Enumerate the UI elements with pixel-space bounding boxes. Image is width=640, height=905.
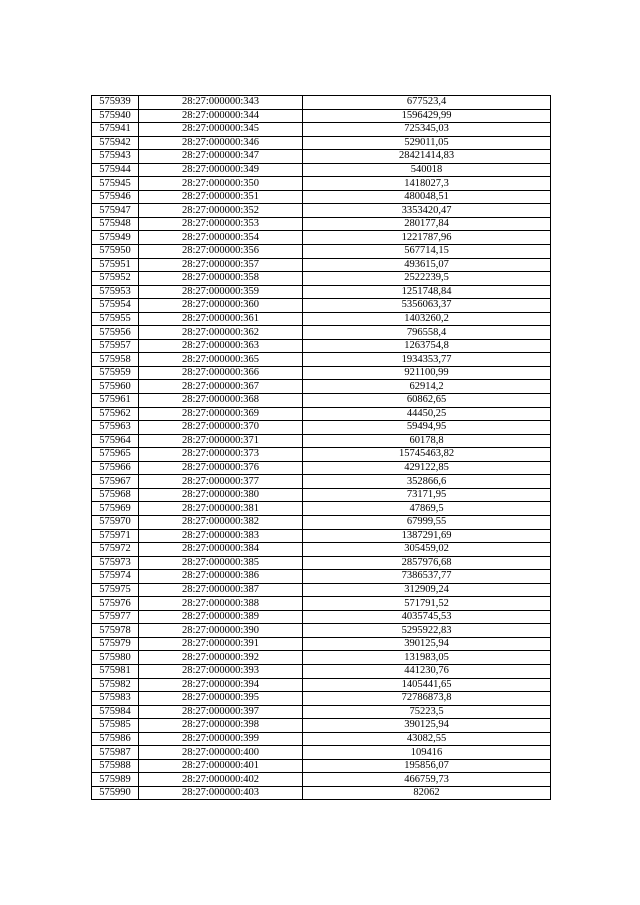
row-number-cell: 575946 — [92, 190, 139, 204]
value-cell: 1221787,96 — [303, 231, 551, 245]
value-cell: 1251748,84 — [303, 285, 551, 299]
row-number-cell: 575964 — [92, 434, 139, 448]
cadastral-number-cell: 28:27:000000:401 — [139, 759, 303, 773]
value-cell: 28421414,83 — [303, 150, 551, 164]
value-cell: 59494,95 — [303, 421, 551, 435]
table-row — [92, 299, 551, 313]
value-cell: 280177,84 — [303, 217, 551, 231]
table-row — [92, 96, 551, 110]
value-cell: 5356063,37 — [303, 299, 551, 313]
row-number-cell: 575972 — [92, 543, 139, 557]
row-number-cell: 575939 — [92, 96, 139, 110]
value-cell: 796558,4 — [303, 326, 551, 340]
cadastral-number-cell: 28:27:000000:357 — [139, 258, 303, 272]
row-number-cell: 575951 — [92, 258, 139, 272]
row-number-cell: 575941 — [92, 123, 139, 137]
row-number-cell: 575943 — [92, 150, 139, 164]
cadastral-number-cell: 28:27:000000:353 — [139, 217, 303, 231]
row-number-cell: 575957 — [92, 339, 139, 353]
table-row — [92, 624, 551, 638]
table-row — [92, 583, 551, 597]
value-cell: 43082,55 — [303, 732, 551, 746]
table-row — [92, 651, 551, 665]
table-row — [92, 475, 551, 489]
cadastral-number-cell: 28:27:000000:386 — [139, 570, 303, 584]
cadastral-number-cell: 28:27:000000:352 — [139, 204, 303, 218]
cadastral-number-cell: 28:27:000000:393 — [139, 664, 303, 678]
cadastral-number-cell: 28:27:000000:395 — [139, 692, 303, 706]
row-number-cell: 575986 — [92, 732, 139, 746]
cadastral-number-cell: 28:27:000000:371 — [139, 434, 303, 448]
cadastral-number-cell: 28:27:000000:392 — [139, 651, 303, 665]
row-number-cell: 575975 — [92, 583, 139, 597]
value-cell: 82062 — [303, 786, 551, 800]
row-number-cell: 575958 — [92, 353, 139, 367]
row-number-cell: 575980 — [92, 651, 139, 665]
table-row — [92, 773, 551, 787]
table-row — [92, 597, 551, 611]
value-cell: 72786873,8 — [303, 692, 551, 706]
cadastral-number-cell: 28:27:000000:399 — [139, 732, 303, 746]
table-row — [92, 109, 551, 123]
cadastral-number-cell: 28:27:000000:354 — [139, 231, 303, 245]
value-cell: 390125,94 — [303, 637, 551, 651]
cadastral-number-cell: 28:27:000000:394 — [139, 678, 303, 692]
cadastral-number-cell: 28:27:000000:380 — [139, 488, 303, 502]
table-row — [92, 217, 551, 231]
row-number-cell: 575981 — [92, 664, 139, 678]
cadastral-number-cell: 28:27:000000:343 — [139, 96, 303, 110]
cadastral-number-cell: 28:27:000000:368 — [139, 394, 303, 408]
cadastral-number-cell: 28:27:000000:370 — [139, 421, 303, 435]
value-cell: 7386537,77 — [303, 570, 551, 584]
value-cell: 67999,55 — [303, 515, 551, 529]
value-cell: 493615,07 — [303, 258, 551, 272]
cadastral-number-cell: 28:27:000000:345 — [139, 123, 303, 137]
table-row — [92, 326, 551, 340]
cadastral-number-cell: 28:27:000000:365 — [139, 353, 303, 367]
table-row — [92, 163, 551, 177]
table-row — [92, 353, 551, 367]
cadastral-number-cell: 28:27:000000:356 — [139, 245, 303, 259]
table-row — [92, 258, 551, 272]
row-number-cell: 575947 — [92, 204, 139, 218]
value-cell: 429122,85 — [303, 461, 551, 475]
value-cell: 466759,73 — [303, 773, 551, 787]
cadastral-number-cell: 28:27:000000:387 — [139, 583, 303, 597]
value-cell: 73171,95 — [303, 488, 551, 502]
row-number-cell: 575967 — [92, 475, 139, 489]
row-number-cell: 575979 — [92, 637, 139, 651]
cadastral-number-cell: 28:27:000000:366 — [139, 366, 303, 380]
table-row — [92, 150, 551, 164]
row-number-cell: 575973 — [92, 556, 139, 570]
value-cell: 571791,52 — [303, 597, 551, 611]
row-number-cell: 575982 — [92, 678, 139, 692]
value-cell: 305459,02 — [303, 543, 551, 557]
table-row — [92, 556, 551, 570]
cadastral-number-cell: 28:27:000000:390 — [139, 624, 303, 638]
value-cell: 2857976,68 — [303, 556, 551, 570]
cadastral-number-cell: 28:27:000000:362 — [139, 326, 303, 340]
table-row — [92, 204, 551, 218]
value-cell: 3353420,47 — [303, 204, 551, 218]
table-row — [92, 543, 551, 557]
table-row — [92, 285, 551, 299]
cadastral-number-cell: 28:27:000000:383 — [139, 529, 303, 543]
table-row — [92, 488, 551, 502]
cadastral-number-cell: 28:27:000000:350 — [139, 177, 303, 191]
table-row — [92, 380, 551, 394]
row-number-cell: 575988 — [92, 759, 139, 773]
table-row — [92, 610, 551, 624]
table-row — [92, 461, 551, 475]
row-number-cell: 575987 — [92, 746, 139, 760]
cadastral-number-cell: 28:27:000000:344 — [139, 109, 303, 123]
value-cell: 480048,51 — [303, 190, 551, 204]
value-cell: 44450,25 — [303, 407, 551, 421]
value-cell: 60178,8 — [303, 434, 551, 448]
value-cell: 4035745,53 — [303, 610, 551, 624]
table-row — [92, 407, 551, 421]
cadastral-number-cell: 28:27:000000:381 — [139, 502, 303, 516]
table-row — [92, 434, 551, 448]
table-row — [92, 231, 551, 245]
row-number-cell: 575959 — [92, 366, 139, 380]
value-cell: 441230,76 — [303, 664, 551, 678]
table-row — [92, 312, 551, 326]
row-number-cell: 575976 — [92, 597, 139, 611]
value-cell: 195856,07 — [303, 759, 551, 773]
value-cell: 60862,65 — [303, 394, 551, 408]
table-row — [92, 637, 551, 651]
table-row — [92, 245, 551, 259]
row-number-cell: 575950 — [92, 245, 139, 259]
value-cell: 2522239,5 — [303, 272, 551, 286]
table-row — [92, 136, 551, 150]
value-cell: 62914,2 — [303, 380, 551, 394]
value-cell: 677523,4 — [303, 96, 551, 110]
row-number-cell: 575955 — [92, 312, 139, 326]
table-row — [92, 678, 551, 692]
table-row — [92, 123, 551, 137]
value-cell: 1596429,99 — [303, 109, 551, 123]
cadastral-number-cell: 28:27:000000:346 — [139, 136, 303, 150]
table-row — [92, 529, 551, 543]
row-number-cell: 575989 — [92, 773, 139, 787]
row-number-cell: 575974 — [92, 570, 139, 584]
row-number-cell: 575977 — [92, 610, 139, 624]
cadastral-number-cell: 28:27:000000:403 — [139, 786, 303, 800]
row-number-cell: 575940 — [92, 109, 139, 123]
row-number-cell: 575944 — [92, 163, 139, 177]
table-row — [92, 394, 551, 408]
row-number-cell: 575948 — [92, 217, 139, 231]
value-cell: 1263754,8 — [303, 339, 551, 353]
cadastral-value-table — [91, 95, 551, 800]
cadastral-number-cell: 28:27:000000:389 — [139, 610, 303, 624]
cadastral-number-cell: 28:27:000000:360 — [139, 299, 303, 313]
row-number-cell: 575953 — [92, 285, 139, 299]
value-cell: 1403260,2 — [303, 312, 551, 326]
cadastral-number-cell: 28:27:000000:382 — [139, 515, 303, 529]
row-number-cell: 575960 — [92, 380, 139, 394]
cadastral-number-cell: 28:27:000000:369 — [139, 407, 303, 421]
row-number-cell: 575985 — [92, 719, 139, 733]
table-row — [92, 759, 551, 773]
cadastral-number-cell: 28:27:000000:388 — [139, 597, 303, 611]
cadastral-number-cell: 28:27:000000:359 — [139, 285, 303, 299]
value-cell: 529011,05 — [303, 136, 551, 150]
table-row — [92, 421, 551, 435]
row-number-cell: 575952 — [92, 272, 139, 286]
table-row — [92, 515, 551, 529]
value-cell: 567714,15 — [303, 245, 551, 259]
cadastral-number-cell: 28:27:000000:349 — [139, 163, 303, 177]
table-row — [92, 366, 551, 380]
value-cell: 352866,6 — [303, 475, 551, 489]
table-row — [92, 732, 551, 746]
value-cell: 1405441,65 — [303, 678, 551, 692]
row-number-cell: 575970 — [92, 515, 139, 529]
row-number-cell: 575990 — [92, 786, 139, 800]
value-cell: 921100,99 — [303, 366, 551, 380]
value-cell: 390125,94 — [303, 719, 551, 733]
table-row — [92, 664, 551, 678]
row-number-cell: 575963 — [92, 421, 139, 435]
value-cell: 109416 — [303, 746, 551, 760]
value-cell: 5295922,83 — [303, 624, 551, 638]
cadastral-number-cell: 28:27:000000:391 — [139, 637, 303, 651]
cadastral-number-cell: 28:27:000000:363 — [139, 339, 303, 353]
table-row — [92, 570, 551, 584]
row-number-cell: 575942 — [92, 136, 139, 150]
table-row — [92, 339, 551, 353]
value-cell: 725345,03 — [303, 123, 551, 137]
value-cell: 75223,5 — [303, 705, 551, 719]
row-number-cell: 575949 — [92, 231, 139, 245]
cadastral-number-cell: 28:27:000000:351 — [139, 190, 303, 204]
table-row — [92, 502, 551, 516]
cadastral-number-cell: 28:27:000000:398 — [139, 719, 303, 733]
cadastral-number-cell: 28:27:000000:347 — [139, 150, 303, 164]
cadastral-number-cell: 28:27:000000:400 — [139, 746, 303, 760]
value-cell: 1934353,77 — [303, 353, 551, 367]
value-cell: 540018 — [303, 163, 551, 177]
row-number-cell: 575965 — [92, 448, 139, 462]
table-row — [92, 448, 551, 462]
table-row — [92, 746, 551, 760]
table-row — [92, 177, 551, 191]
row-number-cell: 575956 — [92, 326, 139, 340]
row-number-cell: 575971 — [92, 529, 139, 543]
row-number-cell: 575983 — [92, 692, 139, 706]
value-cell: 1387291,69 — [303, 529, 551, 543]
value-cell: 15745463,82 — [303, 448, 551, 462]
value-cell: 131983,05 — [303, 651, 551, 665]
table-row — [92, 190, 551, 204]
row-number-cell: 575966 — [92, 461, 139, 475]
cadastral-number-cell: 28:27:000000:367 — [139, 380, 303, 394]
row-number-cell: 575978 — [92, 624, 139, 638]
value-cell: 312909,24 — [303, 583, 551, 597]
value-cell: 47869,5 — [303, 502, 551, 516]
table-row — [92, 719, 551, 733]
cadastral-number-cell: 28:27:000000:361 — [139, 312, 303, 326]
cadastral-number-cell: 28:27:000000:397 — [139, 705, 303, 719]
row-number-cell: 575954 — [92, 299, 139, 313]
cadastral-number-cell: 28:27:000000:358 — [139, 272, 303, 286]
value-cell: 1418027,3 — [303, 177, 551, 191]
row-number-cell: 575968 — [92, 488, 139, 502]
table-row — [92, 786, 551, 800]
table-body — [92, 96, 551, 800]
row-number-cell: 575945 — [92, 177, 139, 191]
row-number-cell: 575962 — [92, 407, 139, 421]
cadastral-number-cell: 28:27:000000:373 — [139, 448, 303, 462]
row-number-cell: 575984 — [92, 705, 139, 719]
table-row — [92, 272, 551, 286]
cadastral-number-cell: 28:27:000000:376 — [139, 461, 303, 475]
cadastral-number-cell: 28:27:000000:384 — [139, 543, 303, 557]
cadastral-number-cell: 28:27:000000:385 — [139, 556, 303, 570]
table-row — [92, 692, 551, 706]
row-number-cell: 575969 — [92, 502, 139, 516]
cadastral-number-cell: 28:27:000000:402 — [139, 773, 303, 787]
row-number-cell: 575961 — [92, 394, 139, 408]
table-row — [92, 705, 551, 719]
cadastral-number-cell: 28:27:000000:377 — [139, 475, 303, 489]
